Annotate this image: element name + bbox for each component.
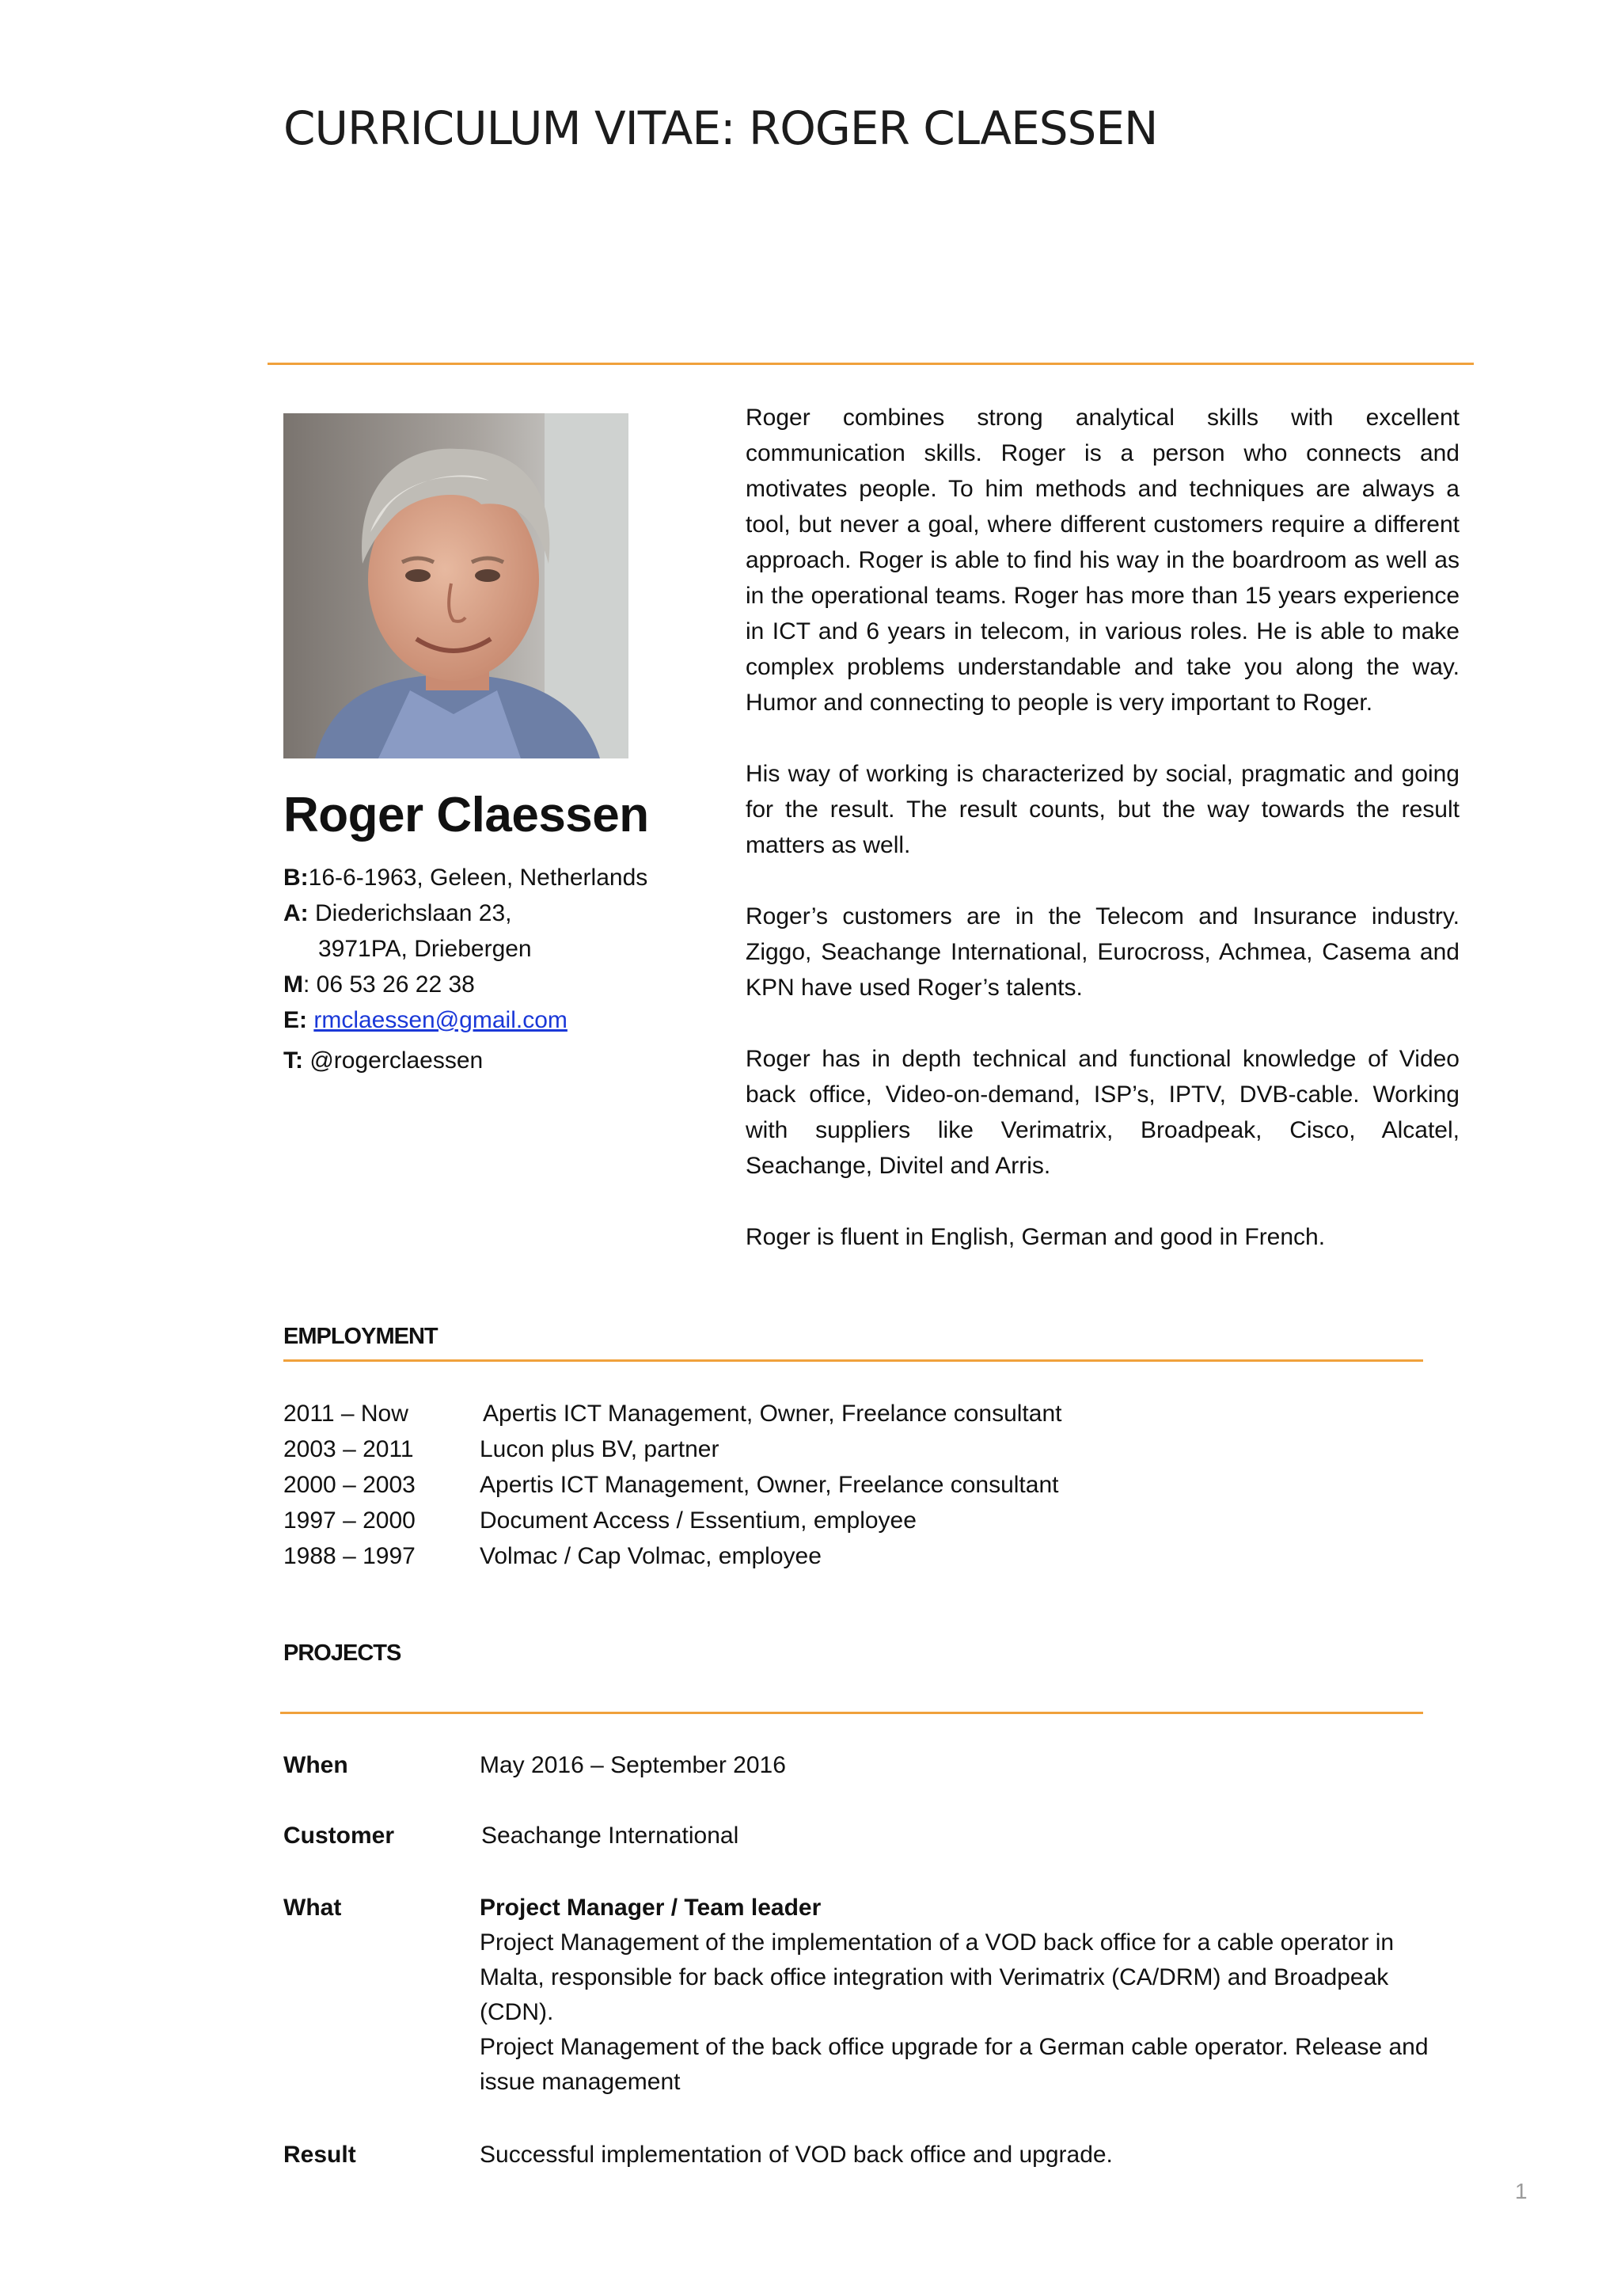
project-customer-label: Customer [283, 1823, 395, 1849]
birth-value: 16-6-1963, Geleen, Netherlands [308, 865, 648, 891]
project-result-label: Result [283, 2142, 356, 2168]
employment-years: 1988 – 1997 [283, 1543, 416, 1569]
employment-years: 2011 – Now [283, 1401, 408, 1427]
address-row [283, 895, 727, 931]
project-when-value: May 2016 – September 2016 [480, 1752, 786, 1778]
project-what-value [480, 1891, 1429, 2100]
project-role-text: Project Manager / Team leader [480, 1895, 822, 1921]
employment-years: 2003 – 2011 [283, 1436, 414, 1462]
bio-paragraph: His way of working is characterized by social, pragmatic and going for the result. The result counts, but the way towards the result matters as well. [746, 761, 1460, 858]
employment-list [283, 1396, 1061, 1574]
employment-desc: Apertis ICT Management, Owner, Freelance consultant [480, 1472, 1059, 1498]
project-description: Project Management of the back office upgrade for a German cable operator. Release and issue management [480, 2034, 1429, 2095]
projects-heading: PROJECTS [283, 1640, 401, 1666]
employment-years: 1997 – 2000 [283, 1507, 416, 1534]
twitter-value: @rogerclaessen [303, 1047, 484, 1074]
bio-paragraph: Roger has in depth technical and functional knowledge of Video back office, Video-on-demand, ISP’s, IPTV, DVB-cable. Working with suppliers like Verimatrix, Broadpeak, Cisco, Alcatel, Seachange, Divitel and Arris. [746, 1046, 1460, 1179]
employment-desc: Apertis ICT Management, Owner, Freelance consultant [483, 1401, 1062, 1427]
projects-divider [280, 1712, 1423, 1714]
employment-desc: Lucon plus BV, partner [480, 1436, 719, 1462]
address-row-2 [283, 931, 727, 967]
profile-photo [283, 413, 628, 758]
mobile-label: M [283, 971, 303, 998]
email-link[interactable]: rmclaessen@gmail.com [313, 1007, 568, 1033]
page-number: 1 [1515, 2179, 1528, 2203]
bio-paragraph: Roger is fluent in English, German and good in French. [746, 1224, 1326, 1250]
twitter-row [283, 1043, 727, 1078]
project-description: Project Management of the implementation of a VOD back office for a cable operator in Malta, responsible for back office integration with Verimatrix (CA/DRM) and Broadpeak (CDN). [480, 1929, 1395, 2025]
email-row [283, 1002, 727, 1038]
employment-divider [283, 1359, 1423, 1362]
mobile-value: : 06 53 26 22 38 [303, 971, 475, 998]
mobile-row [283, 967, 727, 1002]
employment-desc: Document Access / Essentium, employee [480, 1507, 917, 1534]
email-label: E: [283, 1007, 307, 1033]
header-divider [268, 363, 1474, 365]
birth-label: B: [283, 865, 309, 891]
person-name: Roger Claessen [283, 788, 649, 842]
employment-heading: EMPLOYMENT [283, 1324, 438, 1349]
address-line1: Diederichslaan 23, [315, 900, 512, 926]
project-customer-value: Seachange International [481, 1823, 739, 1849]
birth-row [283, 860, 727, 895]
project-what-label: What [283, 1895, 342, 1921]
portrait-image [283, 413, 628, 758]
contact-details [283, 860, 727, 1078]
project-when-label: When [283, 1752, 348, 1778]
employment-desc: Volmac / Cap Volmac, employee [480, 1543, 822, 1569]
employment-row [283, 1503, 1061, 1538]
employment-row [283, 1538, 1061, 1574]
employment-row [283, 1396, 1061, 1431]
address-line2: 3971PA, Driebergen [318, 936, 532, 962]
project-role [480, 1891, 1429, 1925]
employment-row [283, 1431, 1061, 1467]
employment-row [283, 1467, 1061, 1503]
bio-paragraph: Roger combines strong analytical skills with excellent communication skills. Roger is a person who connects and motivates people. To him methods and techniques are always a tool, but never a goal, where different customers require a different approach. Roger is able to find his way in the boardroom as well as in the operational teams. Roger has more than 15 years experience in ICT and 6 years in telecom, in various roles. He is able to make complex problems understandable and take you along the way. Humor and connecting to people is very important to Roger. [746, 405, 1460, 716]
bio-paragraph: Roger’s customers are in the Telecom and Insurance industry. Ziggo, Seachange International, Eurocross, Achmea, Casema and KPN have used Roger’s talents. [746, 903, 1460, 1001]
address-label: A: [283, 900, 309, 926]
twitter-label: T: [283, 1047, 303, 1074]
project-result-value: Successful implementation of VOD back office and upgrade. [480, 2142, 1113, 2168]
document-title: CURRICULUM VITAE: ROGER CLAESSEN [283, 101, 1158, 155]
employment-years: 2000 – 2003 [283, 1472, 416, 1498]
bio-summary [746, 400, 1460, 1291]
